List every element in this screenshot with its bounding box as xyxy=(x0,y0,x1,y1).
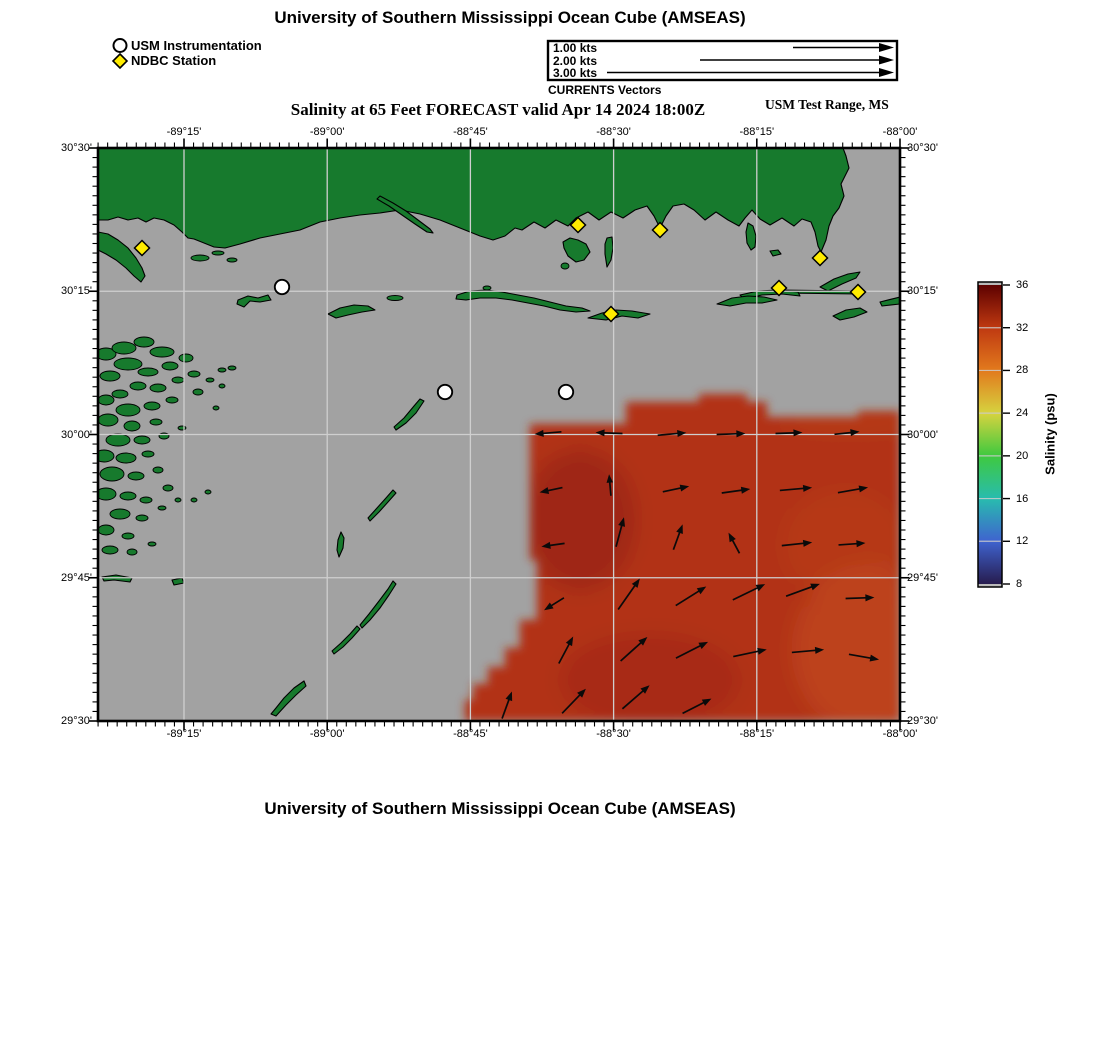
marsh-island xyxy=(150,419,162,425)
lat-tick-label: 30°00' xyxy=(61,428,92,441)
marsh-island xyxy=(114,358,142,370)
marsh-island xyxy=(163,485,173,491)
marsh-island xyxy=(142,451,154,457)
lon-tick-label: -89°00' xyxy=(309,728,345,740)
marsh-island xyxy=(140,497,152,503)
marsh-island xyxy=(218,368,226,372)
marsh-island xyxy=(110,509,130,519)
lat-tick-label: 30°15' xyxy=(907,285,938,298)
lon-tick-label: -89°15' xyxy=(166,126,202,138)
marsh-island xyxy=(228,366,236,370)
marsh-island xyxy=(98,525,114,535)
marsh-island xyxy=(179,354,193,362)
marsh-island xyxy=(138,368,158,376)
marsh-island xyxy=(130,382,146,390)
usm-station-marker xyxy=(559,385,573,399)
test-range-label: USM Test Range, MS xyxy=(765,97,889,112)
currents-scale-box xyxy=(548,41,897,80)
scale-arrow-icon xyxy=(879,56,894,65)
ndbc-station-legend-icon xyxy=(113,54,127,68)
lon-tick-label: -88°15' xyxy=(739,728,775,740)
lon-tick-label: -88°00' xyxy=(882,728,918,740)
marsh-island xyxy=(193,389,203,395)
lat-tick-label: 29°45' xyxy=(61,571,92,584)
marsh-island xyxy=(175,498,181,502)
marsh-island xyxy=(387,296,403,301)
currents-legend-caption: CURRENTS Vectors xyxy=(548,83,662,97)
marsh-island xyxy=(212,251,224,255)
marsh-island xyxy=(128,472,144,480)
marsh-island xyxy=(213,406,219,410)
footer-title: University of Southern Mississippi Ocean Cube (AMSEAS) xyxy=(264,799,736,818)
lon-tick-label: -88°30' xyxy=(596,728,631,740)
lon-tick-label: -89°15' xyxy=(166,728,202,740)
usm-instrumentation-legend-icon xyxy=(114,39,127,52)
marsh-island xyxy=(227,258,237,262)
lon-tick-label: -88°00' xyxy=(882,126,918,138)
marsh-island xyxy=(188,371,200,377)
legend-label-ndbc-station: NDBC Station xyxy=(131,53,217,68)
colorbar-title: Salinity (psu) xyxy=(1042,393,1058,475)
marsh-island xyxy=(120,492,136,500)
lon-tick-label: -89°00' xyxy=(309,126,345,138)
lon-tick-label: -88°45' xyxy=(453,126,488,138)
marsh-island xyxy=(483,286,491,290)
marsh-island xyxy=(100,467,124,481)
marsh-island xyxy=(205,490,211,494)
marsh-island xyxy=(158,506,166,510)
marsh-island xyxy=(112,390,128,398)
lon-tick-label: -88°30' xyxy=(596,126,631,138)
colorbar-tick-label: 24 xyxy=(1016,407,1029,420)
marsh-island xyxy=(102,546,118,554)
marsh-island xyxy=(116,453,136,463)
colorbar-tick-label: 12 xyxy=(1016,535,1029,548)
lat-tick-label: 29°30' xyxy=(61,715,92,727)
lat-tick-label: 29°30' xyxy=(907,715,938,727)
marsh-island xyxy=(116,404,140,416)
lat-tick-label: 30°15' xyxy=(61,285,92,298)
map-area xyxy=(94,148,943,735)
marsh-island xyxy=(134,337,154,347)
marsh-island xyxy=(166,397,178,403)
marsh-island xyxy=(191,255,209,261)
page-title: University of Southern Mississippi Ocean Cube (AMSEAS) xyxy=(274,8,746,27)
currents-scale-2kt-label: 2.00 kts xyxy=(553,53,598,68)
marsh-island xyxy=(191,498,197,502)
marsh-island xyxy=(148,542,156,546)
scale-arrow-icon xyxy=(879,43,894,52)
lat-tick-label: 30°00' xyxy=(907,428,938,441)
scale-arrow-icon xyxy=(879,68,894,77)
marsh-island xyxy=(124,421,140,431)
marsh-island xyxy=(206,378,214,382)
marsh-island xyxy=(561,263,569,269)
lon-tick-label: -88°15' xyxy=(739,126,775,138)
colorbar-tick-label: 16 xyxy=(1016,492,1029,505)
marsh-island xyxy=(144,402,160,410)
currents-scale-1kt-label: 1.00 kts xyxy=(553,41,598,55)
currents-scale-3kt-label: 3.00 kts xyxy=(553,66,598,80)
marsh-island xyxy=(127,549,137,555)
marsh-island xyxy=(122,533,134,539)
colorbar-tick-label: 36 xyxy=(1016,279,1029,291)
lon-tick-label: -88°45' xyxy=(453,728,488,740)
marsh-island xyxy=(162,362,178,370)
marsh-island xyxy=(98,414,118,426)
usm-station-marker xyxy=(438,385,452,399)
map-legend-glyphs xyxy=(113,39,127,68)
marsh-island xyxy=(153,467,163,473)
marsh-island xyxy=(172,377,184,383)
marsh-island xyxy=(219,384,225,388)
marsh-island xyxy=(134,436,150,444)
lat-tick-label: 30°30' xyxy=(61,142,92,154)
legend-label-usm-instrumentation: USM Instrumentation xyxy=(131,38,262,53)
marsh-island xyxy=(178,426,186,430)
colorbar xyxy=(978,282,1010,587)
forecast-subtitle: Salinity at 65 Feet FORECAST valid Apr 14 2024 18:00Z xyxy=(290,100,706,119)
colorbar-tick-label: 32 xyxy=(1016,321,1029,334)
colorbar-tick-label: 20 xyxy=(1016,449,1029,462)
marsh-island xyxy=(112,342,136,354)
marsh-island xyxy=(150,347,174,357)
colorbar-tick-label: 8 xyxy=(1016,578,1023,590)
marsh-island xyxy=(100,371,120,381)
lat-tick-label: 29°45' xyxy=(907,571,938,584)
marsh-island xyxy=(150,384,166,392)
colorbar-tick-label: 28 xyxy=(1016,364,1029,377)
marsh-island xyxy=(98,395,114,405)
marsh-island xyxy=(106,434,130,446)
usm-station-marker xyxy=(275,280,289,294)
lat-tick-label: 30°30' xyxy=(907,142,938,154)
marsh-island xyxy=(136,515,148,521)
